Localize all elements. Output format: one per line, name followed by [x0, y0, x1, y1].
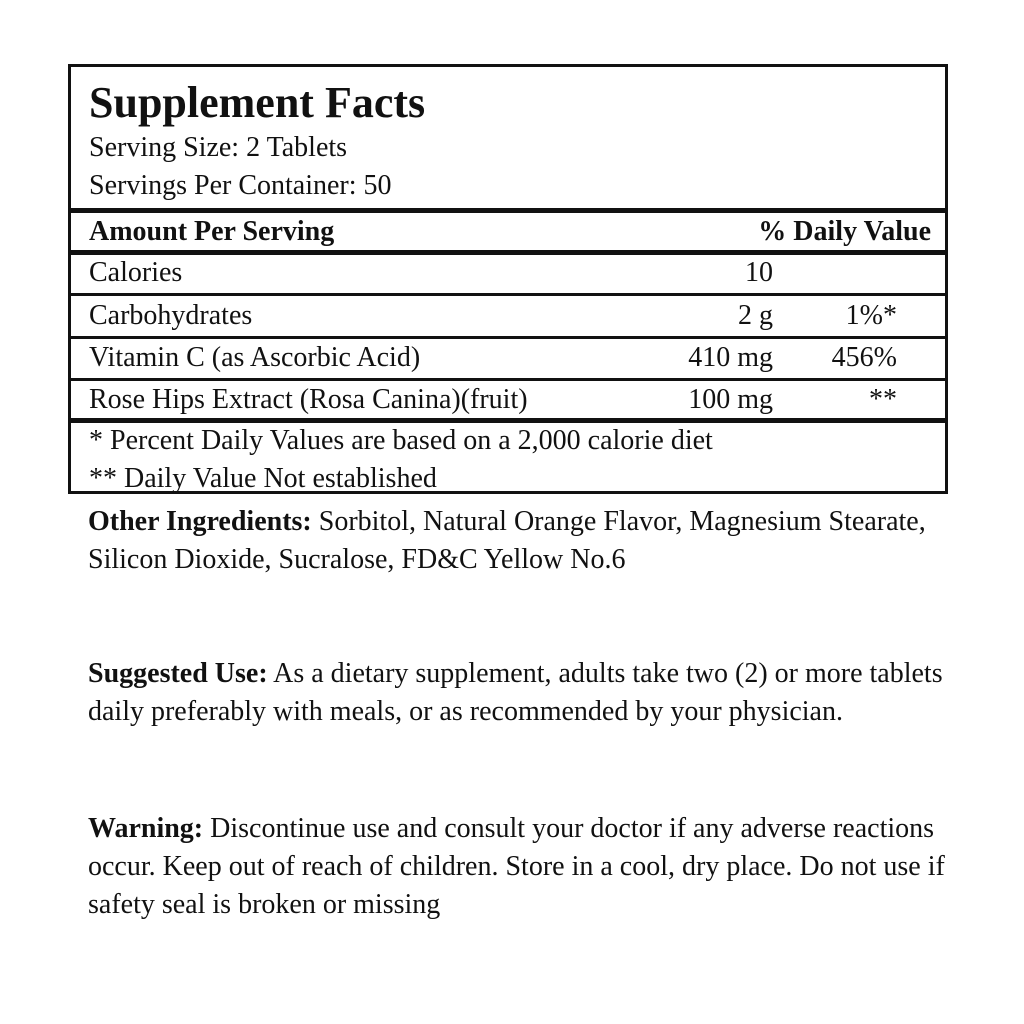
serving-size: Serving Size: 2 Tablets — [89, 132, 348, 163]
panel-title: Supplement Facts — [89, 78, 426, 127]
daily-value-header: % Daily Value — [758, 216, 931, 247]
other-ingredients-section — [88, 503, 948, 579]
supplement-facts-panel — [68, 64, 948, 494]
header-row — [71, 212, 945, 252]
nutrient-name: Rose Hips Extract (Rosa Canina)(fruit) — [89, 384, 528, 415]
other-ingredients-label: Other Ingredients: — [88, 506, 312, 537]
footnote-daily-value-not-established: ** Daily Value Not established — [89, 463, 437, 494]
warning-label: Warning: — [88, 813, 204, 844]
warning-text: Discontinue use and consult your doctor if any adverse reactions occur. Keep out of reach of children. Store in a cool, dry place. Do not use if safety seal is broken or missing — [88, 813, 945, 920]
nutrient-row-carbohydrates — [71, 296, 945, 336]
nutrient-row-vitamin-c — [71, 338, 945, 378]
nutrient-name: Calories — [89, 257, 183, 288]
nutrient-name: Carbohydrates — [89, 300, 253, 331]
nutrient-amount: 10 — [745, 257, 773, 288]
suggested-use-label: Suggested Use: — [88, 658, 268, 689]
nutrient-row-rose-hips — [71, 380, 945, 420]
other-ingredients-text: Sorbitol, Natural Orange Flavor, Magnesium Stearate, Silicon Dioxide, Sucralose, FD&C Yellow No.6 — [88, 506, 926, 575]
servings-per-container: Servings Per Container: 50 — [89, 170, 392, 201]
warning-section — [88, 810, 948, 924]
nutrient-amount: 100 mg — [688, 384, 773, 415]
nutrient-amount: 2 g — [738, 300, 773, 331]
amount-per-serving-header: Amount Per Serving — [89, 216, 335, 247]
suggested-use-text: As a dietary supplement, adults take two (2) or more tablets daily preferably with meals, or as recommended by your physician. — [88, 658, 943, 727]
footnote-percent-daily-values: * Percent Daily Values are based on a 2,000 calorie diet — [89, 425, 713, 456]
nutrient-row-calories — [71, 253, 945, 293]
nutrient-daily-value: ** — [869, 384, 897, 415]
nutrient-daily-value: 1%* — [845, 300, 897, 331]
suggested-use-section — [88, 655, 948, 731]
nutrient-amount: 410 mg — [688, 342, 773, 373]
nutrient-name: Vitamin C (as Ascorbic Acid) — [89, 342, 421, 373]
nutrient-daily-value: 456% — [831, 342, 897, 373]
